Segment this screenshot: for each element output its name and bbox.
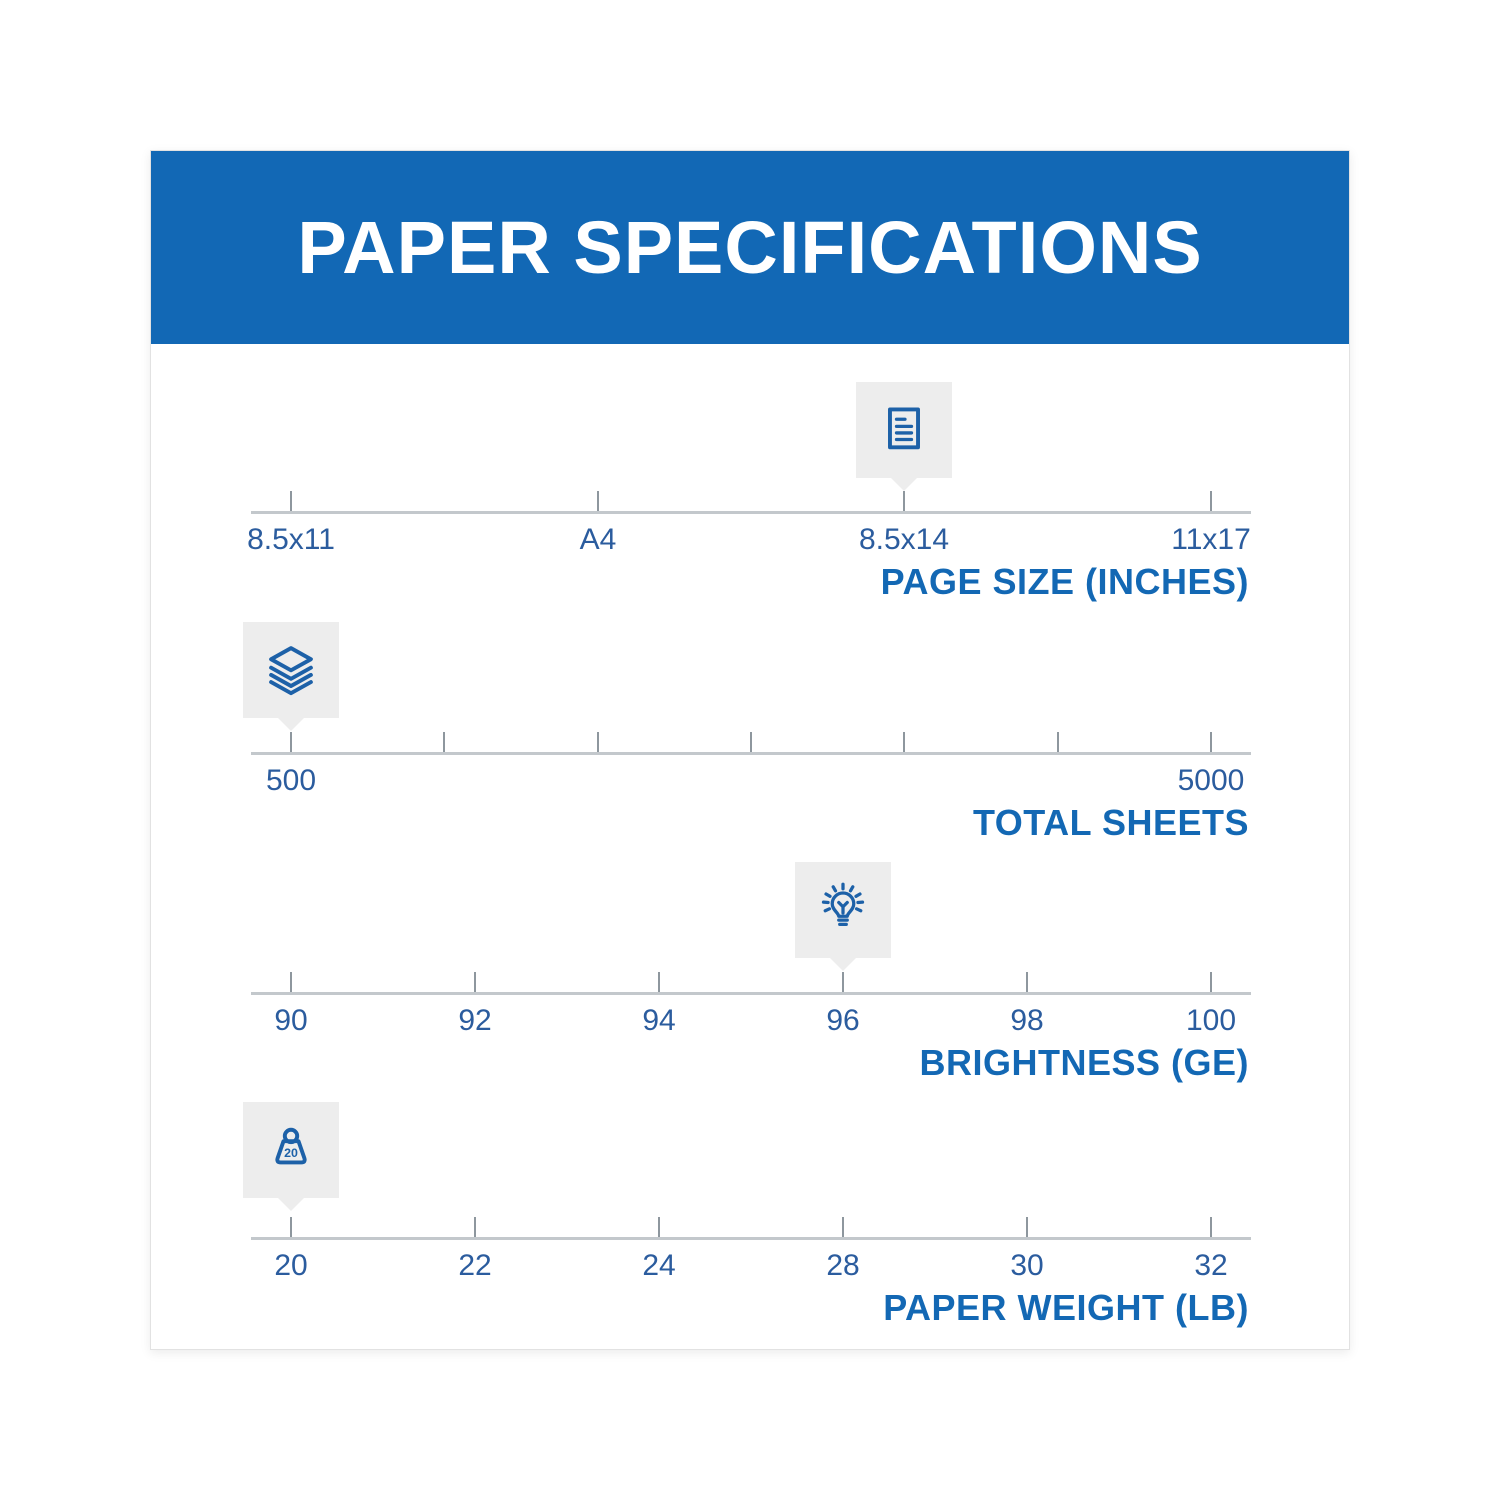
tick <box>474 972 476 992</box>
paper-stack-icon <box>260 639 322 701</box>
scale-title-brightness: BRIGHTNESS (GE) <box>919 1042 1249 1083</box>
tick <box>903 491 905 511</box>
tick-label: 90 <box>274 1004 308 1037</box>
tick <box>842 1217 844 1237</box>
paper-weight-marker <box>243 1102 339 1198</box>
page-size-axis <box>251 511 1251 514</box>
tick-label: 28 <box>826 1249 860 1282</box>
tick <box>658 972 660 992</box>
page-title: PAPER SPECIFICATIONS <box>297 206 1203 289</box>
tick-label: 32 <box>1194 1249 1228 1282</box>
tick <box>658 1217 660 1237</box>
tick-label: 11x17 <box>1171 523 1251 556</box>
tick-label: 22 <box>458 1249 492 1282</box>
tick-label: 24 <box>642 1249 676 1282</box>
paper-weight-axis <box>251 1237 1251 1240</box>
tick <box>290 972 292 992</box>
tick-label: 8.5x11 <box>247 523 335 556</box>
tick <box>290 1217 292 1237</box>
weight-icon <box>260 1119 322 1181</box>
scale-title-page-size: PAGE SIZE (INCHES) <box>880 561 1249 602</box>
tick-label: 96 <box>826 1004 860 1037</box>
tick <box>290 491 292 511</box>
spec-card <box>150 150 1350 1350</box>
tick-label: 8.5x14 <box>858 523 950 556</box>
tick-label: 20 <box>274 1249 308 1282</box>
tick <box>1210 732 1212 752</box>
tick-label: 30 <box>1010 1249 1044 1282</box>
brightness-axis <box>251 992 1251 995</box>
scale-title-total-sheets: TOTAL SHEETS <box>972 802 1249 843</box>
tick-label: 100 <box>1185 1004 1237 1037</box>
tick-label: 98 <box>1010 1004 1044 1037</box>
tick <box>1210 1217 1212 1237</box>
header-banner <box>151 151 1349 344</box>
tick <box>1026 972 1028 992</box>
tick <box>597 491 599 511</box>
scale-title-paper-weight: PAPER WEIGHT (LB) <box>883 1287 1249 1328</box>
tick-label: 500 <box>265 764 317 797</box>
tick <box>1210 972 1212 992</box>
tick-label: A4 <box>579 523 617 556</box>
tick <box>290 732 292 752</box>
tick-label: 5000 <box>1177 764 1245 797</box>
tick <box>443 732 445 752</box>
tick <box>1210 491 1212 511</box>
tick-label: 94 <box>642 1004 676 1037</box>
tick <box>1026 1217 1028 1237</box>
tick <box>597 732 599 752</box>
tick <box>842 972 844 992</box>
tick <box>903 732 905 752</box>
tick <box>750 732 752 752</box>
tick <box>1057 732 1059 752</box>
tick-label: 92 <box>458 1004 492 1037</box>
page-size-marker <box>856 382 952 478</box>
brightness-marker <box>795 862 891 958</box>
total-sheets-axis <box>251 752 1251 755</box>
total-sheets-marker <box>243 622 339 718</box>
weight-badge-value: 20 <box>284 1145 298 1160</box>
tick <box>474 1217 476 1237</box>
lightbulb-icon <box>812 879 874 941</box>
document-icon <box>873 399 935 461</box>
